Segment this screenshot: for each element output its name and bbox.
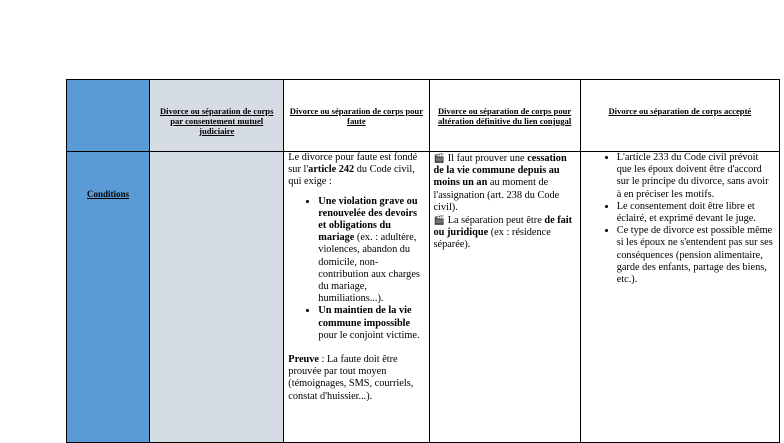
alteration-l2-b: (ex : résidence séparée).	[433, 227, 551, 251]
faute-preuve	[288, 354, 424, 403]
consentement-mutuel-cell	[150, 152, 284, 443]
faute-intro-text-2: du Code civil, qui exige :	[288, 164, 415, 188]
header-cell-accepte	[580, 80, 779, 152]
row-label-conditions: Conditions	[87, 189, 130, 199]
accepte-text	[581, 152, 779, 286]
list-item	[318, 196, 424, 306]
conditions-row	[67, 152, 780, 443]
list-item: • Le consentement doit être libre et éclairé, et exprimé devant le juge.	[617, 201, 775, 225]
header-alteration: Divorce ou séparation de corps pour altération définitive du lien conjugal	[437, 106, 572, 126]
faute-intro	[288, 152, 424, 189]
faute-preuve-bold: Preuve	[288, 354, 319, 366]
list-item: • L'article 233 du Code civil prévoit que les époux doivent être d'accord sur le principe du divorce, sans avoir à en préciser les motifs.	[617, 152, 775, 201]
alteration-l1-bold: cessation de la vie commune depuis au moins un an	[433, 153, 567, 189]
header-accepte: Divorce ou séparation de corps accepté	[608, 106, 752, 116]
faute-text	[284, 152, 428, 403]
alteration-l2-a: La séparation peut être	[447, 215, 545, 227]
spacer	[288, 342, 424, 354]
clapperboard-icon: 🎬	[433, 215, 445, 226]
accepte-cell	[580, 152, 779, 443]
faute-cell	[284, 152, 429, 443]
alteration-l1-b: au moment de l'assignation (art. 238 du Code civil).	[433, 177, 560, 213]
alteration-cell	[429, 152, 580, 443]
faute-condition-2-bold: Un maintien de la vie commune impossible	[318, 305, 412, 329]
clapperboard-icon: 🎬	[433, 153, 445, 163]
faute-intro-article: article 242	[308, 164, 355, 176]
alteration-line-2	[434, 214, 576, 252]
faute-conditions-list	[288, 196, 424, 342]
header-faute: Divorce ou séparation de corps pour faute	[289, 106, 424, 126]
faute-condition-1-rest: (ex. : adultère, violences, abandon du domicile, non-contribution aux charges du mariage, humiliations...).	[318, 232, 420, 305]
alteration-line-1	[434, 152, 576, 214]
alteration-l2-bold: de fait ou juridique	[433, 215, 573, 239]
header-consentement-mutuel: Divorce ou séparation de corps par consentement mutuel judiciaire	[159, 106, 274, 136]
header-row	[67, 80, 780, 152]
list-item	[318, 305, 424, 342]
accepte-list	[585, 152, 775, 286]
faute-condition-1-bold: Une violation grave ou renouvelée des devoirs et obligations du mariage	[318, 195, 418, 244]
row-label-cell	[67, 152, 150, 443]
faute-condition-2-rest: pour le conjoint victime.	[318, 329, 420, 341]
header-cell-consentement-mutuel	[150, 80, 284, 152]
alteration-l1-a: Il faut prouver une	[447, 153, 528, 164]
faute-preuve-rest: : La faute doit être prouvée par tout moyen (témoignages, SMS, courriels, constat d'huissier...).	[288, 354, 414, 402]
faute-intro-text-1: Le divorce pour faute est fondé sur l'	[288, 152, 418, 176]
divorce-comparison-table	[66, 79, 780, 443]
alteration-text	[430, 152, 580, 252]
header-cell-faute	[284, 80, 429, 152]
header-cell-alteration	[429, 80, 580, 152]
list-item: • Ce type de divorce est possible même si les époux ne s'entendent pas sur ses conséquences (pension alimentaire, garde des enfants, partage des biens, etc.).	[617, 225, 775, 286]
header-corner-cell	[67, 80, 150, 152]
